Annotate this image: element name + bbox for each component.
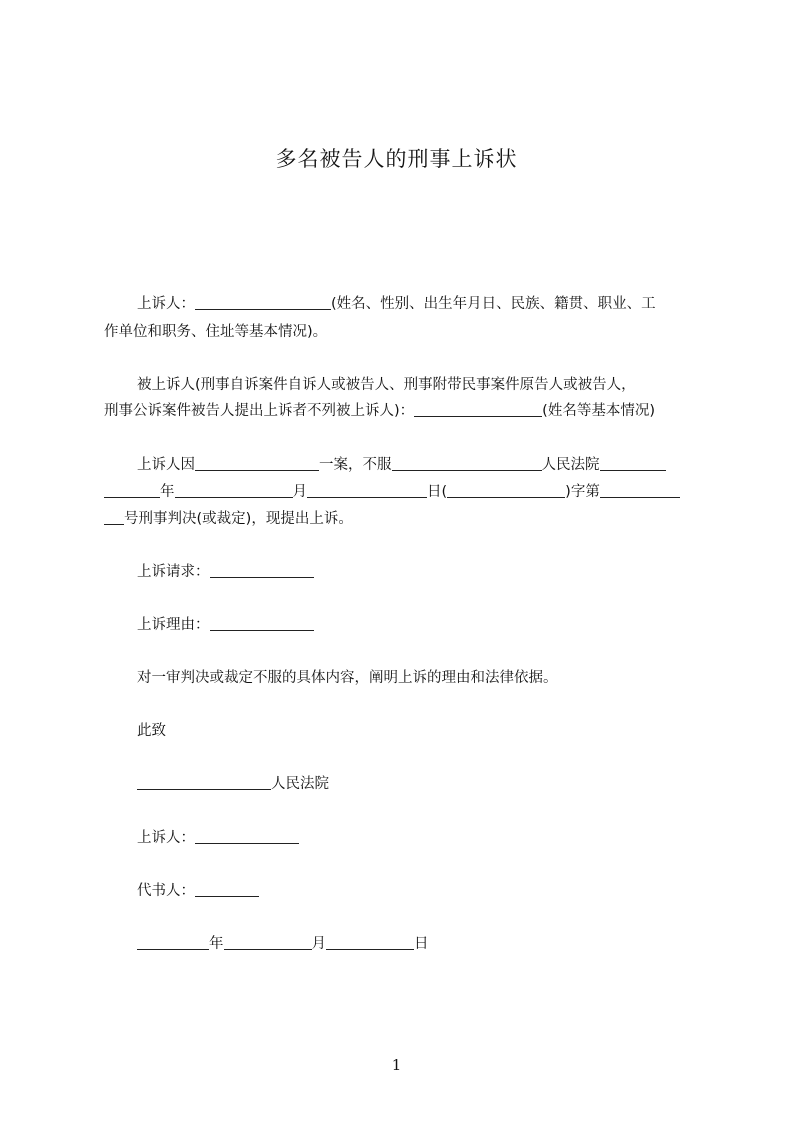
cause-line-1 [137,453,704,474]
date-line [137,932,704,953]
appellee-info-hint: (姓名等基本情况) [542,403,655,419]
reason-detail: 对一审判决或裁定不服的具体内容，阐明上诉的理由和法律依据。 [137,670,558,686]
cause-zi-di: )字第 [565,484,600,500]
appellee-name-blank[interactable] [414,401,542,417]
scribe-line [137,879,704,900]
cause-end: 号刑事判决(或裁定)，现提出上诉。 [124,511,353,527]
request-label: 上诉请求： [137,564,210,580]
case-number-blank-cont[interactable] [104,509,124,525]
appellee-line-2 [104,399,704,420]
page-number: 1 [391,1056,402,1074]
scribe-label: 代书人： [137,883,195,899]
cause-year: 年 [160,484,175,500]
court-suffix: 人民法院 [271,776,329,792]
case-name-blank[interactable] [195,455,319,471]
appellee-line: 被上诉人(刑事自诉案件自诉人或被告人、刑事附带民事案件原告人或被告人， [137,377,636,393]
reason-label: 上诉理由： [137,617,210,633]
case-number-blank[interactable] [600,482,680,498]
court-blank[interactable] [392,455,542,471]
sign-month-blank[interactable] [224,934,312,950]
cause-line-3 [104,507,704,528]
appellant-line-2: 作单位和职务、住址等基本情况)。 [104,324,328,340]
cause-text-a: 上诉人因 [137,457,195,473]
signer-blank[interactable] [195,828,299,844]
appellant-info-hint: (姓名、性别、出生年月日、民族、籍贯、职业、工 [331,296,656,312]
cause-day-open: 日( [427,484,448,500]
day-blank[interactable] [307,482,427,498]
cause-text-b: 一案，不服 [319,457,392,473]
reason-blank[interactable] [210,615,314,631]
salutation: 此致 [137,723,166,739]
case-code-blank[interactable] [447,482,565,498]
reason-line [137,613,704,634]
year-blank[interactable] [104,482,160,498]
sign-year-blank[interactable] [137,934,209,950]
sign-day-blank[interactable] [326,934,414,950]
cause-line-2 [104,480,704,501]
date-month: 月 [311,936,326,952]
request-blank[interactable] [210,562,314,578]
month-blank[interactable] [175,482,293,498]
judgment-date-blank[interactable] [600,455,666,471]
request-line [137,560,704,581]
signer-line [137,826,704,847]
date-day: 日 [414,936,429,952]
appellant-line [137,292,704,313]
appellant-label: 上诉人： [137,296,195,312]
signer-label: 上诉人： [137,830,195,846]
document-title: 多名被告人的刑事上诉状 [275,147,518,171]
date-year: 年 [209,936,224,952]
recipient-court-blank[interactable] [137,774,271,790]
cause-text-c: 人民法院 [541,457,600,473]
appellant-name-blank[interactable] [195,294,331,310]
cause-month: 月 [292,484,307,500]
scribe-blank[interactable] [195,881,259,897]
court-line [137,772,704,793]
appellee-note: 刑事公诉案件被告人提出上诉者不列被上诉人)： [104,403,415,419]
